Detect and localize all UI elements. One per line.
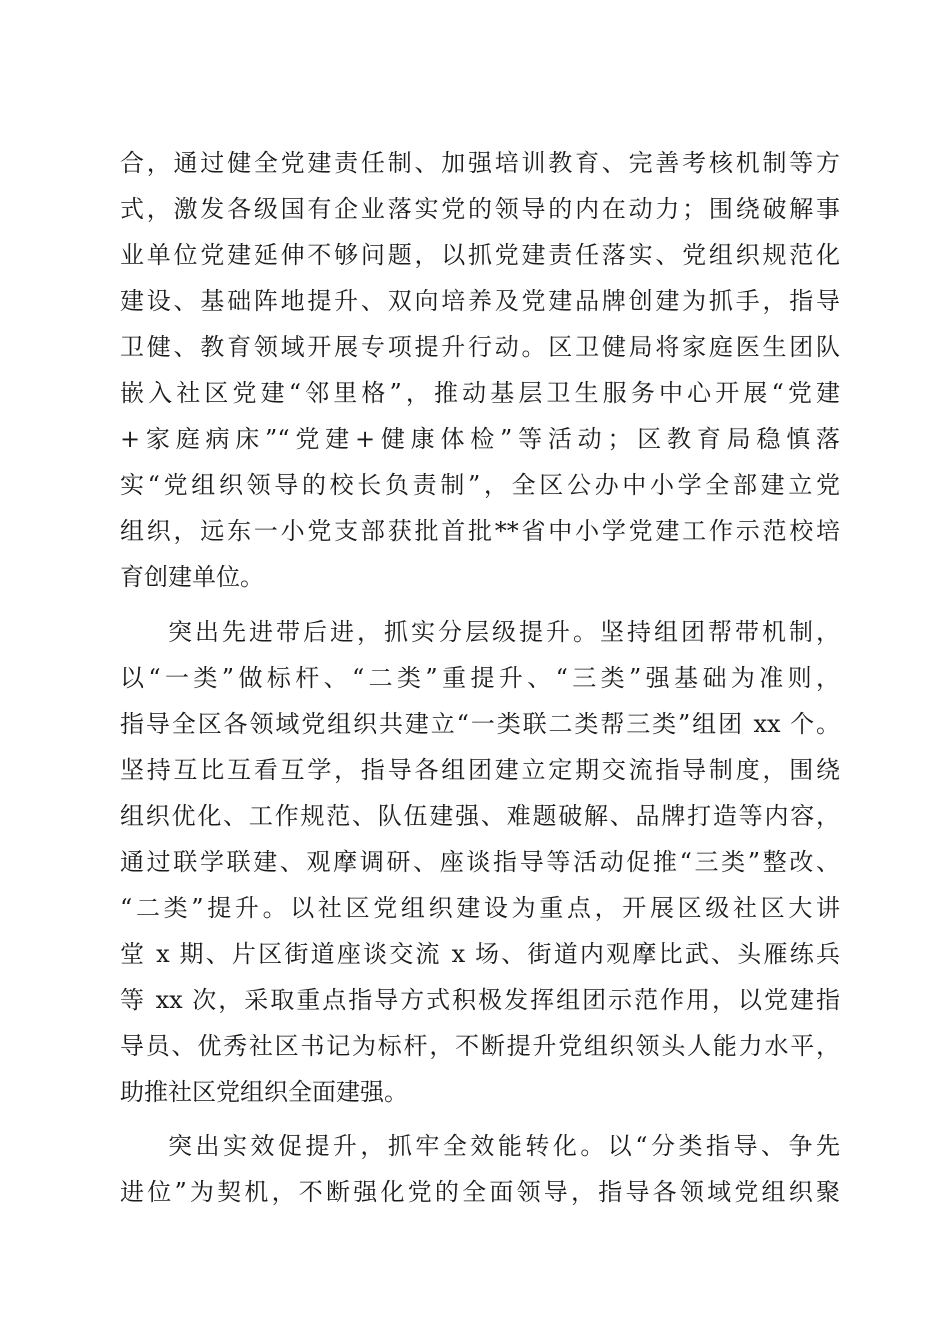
paragraph-line: 建设、基础阵地提升、双向培养及党建品牌创建为抓手，指导 bbox=[120, 287, 840, 315]
paragraph-line: 组织优化、工作规范、队伍建强、难题破解、品牌打造等内容， bbox=[120, 802, 840, 830]
paragraph-line: 突出先进带后进，抓实分层级提升。坚持组团帮带机制， bbox=[168, 618, 840, 646]
paragraph-line: 业单位党建延伸不够问题，以抓党建责任落实、党组织规范化 bbox=[120, 241, 840, 269]
paragraph-line: 育创建单位。 bbox=[120, 563, 264, 591]
paragraph-line: 导员、优秀社区书记为标杆，不断提升党组织领头人能力水平， bbox=[120, 1032, 840, 1060]
paragraph-line: +家庭病床”“党建+健康体检”等活动；区教育局稳慎落 bbox=[120, 425, 840, 453]
paragraph-line: 式，激发各级国有企业落实党的领导的内在动力；围绕破解事 bbox=[120, 195, 840, 223]
paragraph-line: 指导全区各领域党组织共建立“一类联二类帮三类”组团 xx 个。 bbox=[120, 710, 840, 738]
paragraph-line: 合，通过健全党建责任制、加强培训教育、完善考核机制等方 bbox=[120, 149, 840, 177]
paragraph-line: 助推社区党组织全面建强。 bbox=[120, 1078, 408, 1106]
paragraph-line: 突出实效促提升，抓牢全效能转化。以“分类指导、争先 bbox=[168, 1132, 840, 1160]
paragraph-line: 等 xx 次，采取重点指导方式积极发挥组团示范作用，以党建指 bbox=[120, 986, 840, 1014]
paragraph-line: 嵌入社区党建“邻里格”，推动基层卫生服务中心开展“党建 bbox=[120, 379, 840, 407]
paragraph-line: 以“一类”做标杆、“二类”重提升、“三类”强基础为准则， bbox=[120, 664, 840, 692]
paragraph-line: 堂 x 期、片区街道座谈交流 x 场、街道内观摩比武、头雁练兵 bbox=[120, 940, 840, 968]
paragraph-line: 实“党组织领导的校长负责制”，全区公办中小学全部建立党 bbox=[120, 471, 840, 499]
paragraph-line: 坚持互比互看互学，指导各组团建立定期交流指导制度，围绕 bbox=[120, 756, 840, 784]
paragraph-line: 进位”为契机，不断强化党的全面领导，指导各领域党组织聚 bbox=[120, 1178, 840, 1206]
paragraph-line: “二类”提升。以社区党组织建设为重点，开展区级社区大讲 bbox=[120, 894, 840, 922]
paragraph-line: 卫健、教育领域开展专项提升行动。区卫健局将家庭医生团队 bbox=[120, 333, 840, 361]
paragraph-line: 通过联学联建、观摩调研、座谈指导等活动促推“三类”整改、 bbox=[120, 848, 840, 876]
paragraph-line: 组织，远东一小党支部获批首批**省中小学党建工作示范校培 bbox=[120, 517, 840, 545]
